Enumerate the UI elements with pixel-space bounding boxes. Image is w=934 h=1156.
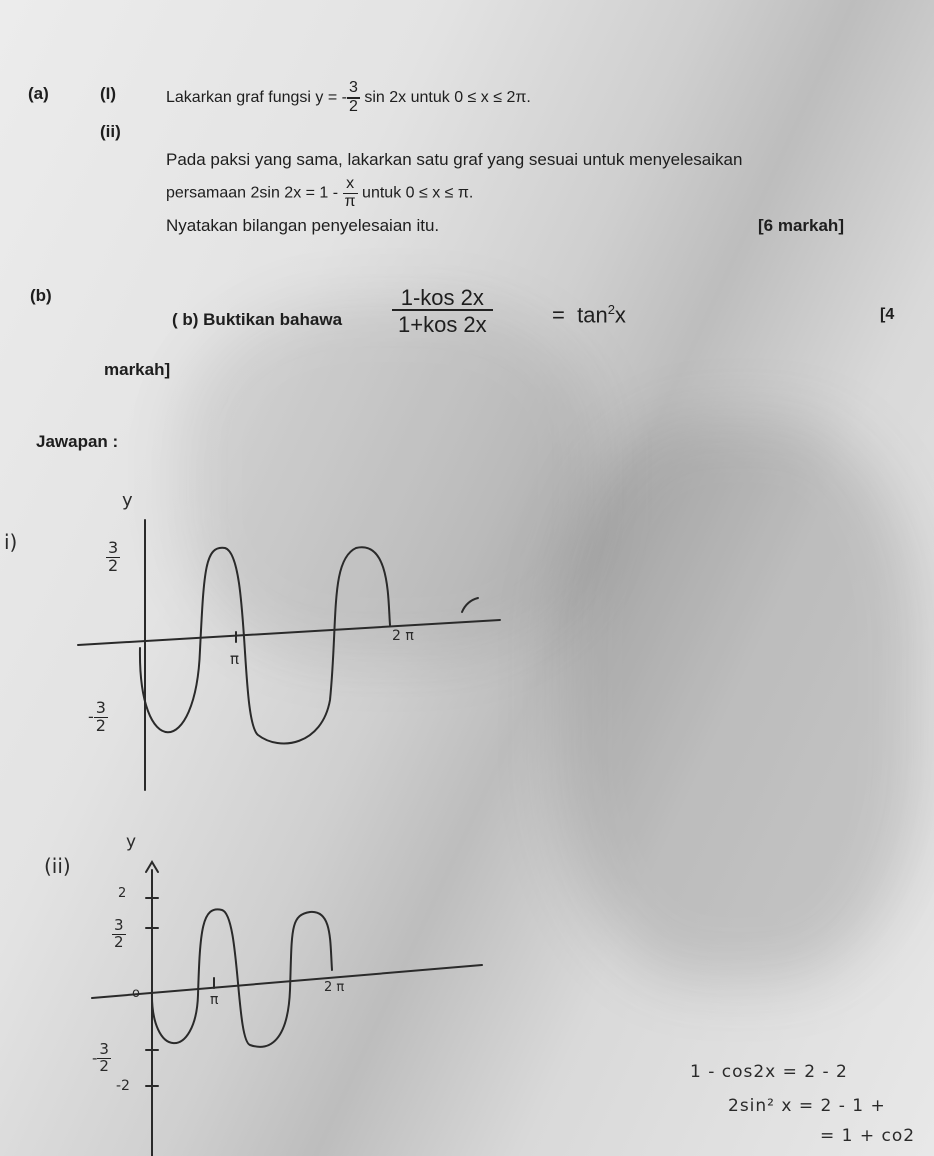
- graph-2-part-label: (ii): [44, 854, 71, 878]
- graph-2-2pi-label: 2 π: [324, 980, 345, 995]
- part-b-marks-a: [4: [880, 306, 895, 323]
- frac-num: 3: [347, 80, 360, 99]
- minus-sign: -: [88, 706, 94, 726]
- graph-2-two-label: 2: [118, 886, 127, 901]
- part-a-ii-label: (ii): [100, 122, 121, 141]
- part-a-label: (a): [28, 84, 49, 103]
- graph-2-x-axis: [92, 965, 482, 998]
- frac-num: 3: [108, 538, 119, 557]
- part-b-marks-b: markah]: [104, 360, 171, 379]
- graph-1-pi-label: π: [230, 650, 240, 668]
- frac-num: 1-kos 2x: [392, 286, 493, 311]
- frac-den: 2: [108, 555, 119, 575]
- frac-den: 2: [349, 97, 358, 115]
- tan: tan: [577, 302, 608, 328]
- part-a-i-prefix: Lakarkan graf fungsi y =: [166, 89, 338, 107]
- graph-1-2pi-label: 2 π: [392, 628, 414, 644]
- graph-2-bottom-value: [92, 1042, 111, 1075]
- frac-den: 1+kos 2x: [398, 312, 487, 338]
- graph-2-sine-curve: [152, 909, 332, 1046]
- equals-sign: =: [552, 302, 565, 328]
- exponent: 2: [607, 302, 615, 317]
- graph-2-origin-label: o: [132, 986, 140, 1001]
- coef-sign: -: [341, 89, 347, 107]
- working-line-2: 2sin² x = 2 - 1 +: [728, 1096, 886, 1116]
- part-a-ii-mid: untuk: [362, 184, 402, 202]
- part-a-ii-domain: 0 ≤ x ≤ π.: [405, 184, 474, 202]
- variable: x: [614, 302, 626, 328]
- part-a-i-mid: sin 2x untuk: [364, 89, 450, 107]
- graph-1-y-label: y: [122, 490, 133, 511]
- frac-num: x: [343, 176, 358, 194]
- frac-num: 3: [114, 916, 124, 934]
- graph-2-neg-two-label: -2: [116, 1078, 130, 1094]
- frac-den: 2: [99, 1056, 109, 1075]
- graph-1-part-label: i): [4, 530, 18, 554]
- frac-num: 3: [99, 1040, 109, 1058]
- part-a-i-label: (I): [100, 84, 117, 103]
- part-a-i-domain: 0 ≤ x ≤ 2π.: [454, 89, 531, 107]
- working-line-1: 1 - cos2x = 2 - 2: [690, 1062, 848, 1082]
- frac-den: 2: [114, 932, 124, 951]
- part-b-prefix: ( b) Buktikan bahawa: [172, 310, 343, 329]
- part-a-ii-line3: Nyatakan bilangan penyelesaian itu.: [166, 216, 440, 235]
- frac-den: 2: [95, 715, 106, 735]
- part-b-label: (b): [30, 286, 52, 305]
- part-a-marks: [6 markah]: [758, 216, 844, 235]
- minus-sign: -: [92, 1048, 98, 1067]
- answer-label: Jawapan :: [36, 432, 119, 451]
- frac-num: 3: [95, 698, 106, 717]
- graph-2-y-label: y: [126, 832, 137, 852]
- part-a-ii-line1: Pada paksi yang sama, lakarkan satu graf yang sesuai untuk menyelesaikan: [166, 150, 743, 169]
- part-a-ii-prefix: persamaan 2sin 2x = 1 -: [166, 184, 339, 202]
- working-line-3: = 1 + co2: [820, 1126, 916, 1146]
- graph-2-top-value: [112, 918, 126, 951]
- frac-den: π: [344, 192, 356, 210]
- graph-2-pi-label: π: [210, 992, 219, 1008]
